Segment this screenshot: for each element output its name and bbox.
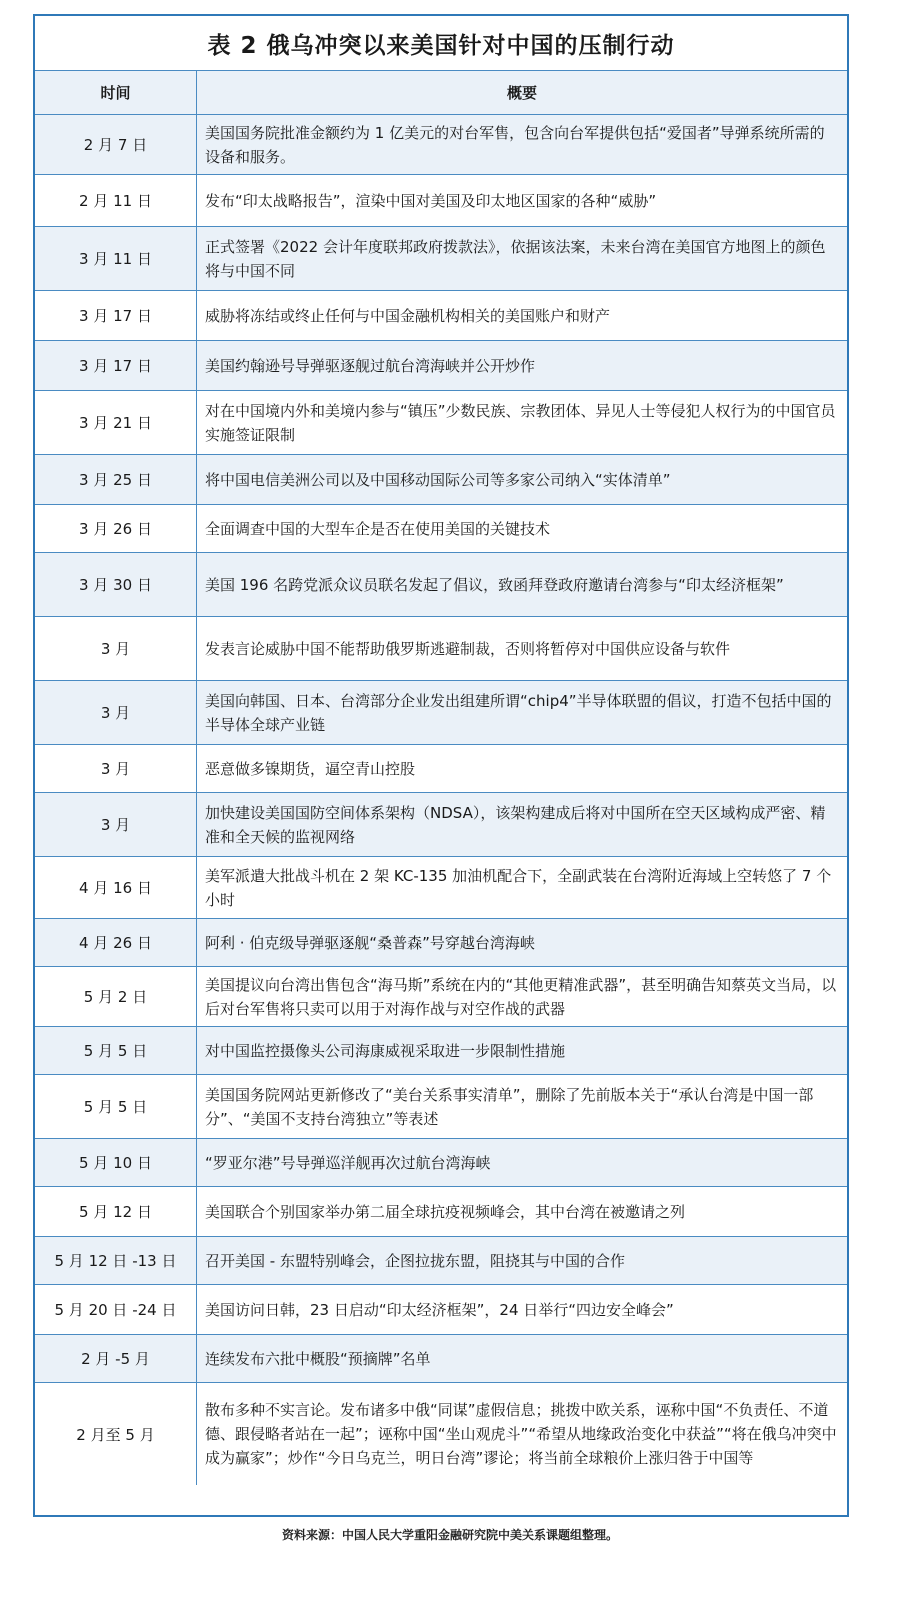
row-date: 3 月 bbox=[35, 617, 197, 680]
table-row bbox=[35, 1187, 847, 1237]
table-row bbox=[35, 1075, 847, 1139]
row-date: 5 月 5 日 bbox=[35, 1027, 197, 1074]
table-row bbox=[35, 745, 847, 793]
table-row bbox=[35, 1383, 847, 1485]
table-row bbox=[35, 1139, 847, 1187]
row-date: 3 月 bbox=[35, 793, 197, 856]
table-frame bbox=[33, 14, 849, 1517]
row-summary: 对在中国境内外和美境内参与“镇压”少数民族、宗教团体、异见人士等侵犯人权行为的中国官员实施签证限制 bbox=[205, 401, 836, 444]
table-row bbox=[35, 553, 847, 617]
table-row bbox=[35, 681, 847, 745]
row-summary: 加快建设美国国防空间体系架构（NDSA），该架构建成后将对中国所在空天区域构成严密、精准和全天候的监视网络 bbox=[205, 803, 826, 846]
row-date: 5 月 20 日 -24 日 bbox=[35, 1285, 197, 1334]
row-date: 2 月 7 日 bbox=[35, 115, 197, 174]
row-date: 3 月 25 日 bbox=[35, 455, 197, 504]
row-date: 3 月 17 日 bbox=[35, 341, 197, 390]
row-summary: 恶意做多镍期货，逼空青山控股 bbox=[205, 759, 416, 778]
row-summary: 美军派遣大批战斗机在 2 架 KC-135 加油机配合下，全副武装在台湾附近海域上空转悠了 7 个小时 bbox=[205, 866, 832, 909]
table-header-row bbox=[35, 71, 847, 115]
row-date: 3 月 bbox=[35, 681, 197, 744]
row-summary: 美国国务院批准金额约为 1 亿美元的对台军售，包含向台军提供包括“爱国者”导弹系统所需的设备和服务。 bbox=[205, 123, 825, 166]
row-date: 2 月 11 日 bbox=[35, 175, 197, 226]
table-row bbox=[35, 455, 847, 505]
row-date: 4 月 16 日 bbox=[35, 857, 197, 918]
row-date: 2 月 -5 月 bbox=[35, 1335, 197, 1382]
row-summary: 美国提议向台湾出售包含“海马斯”系统在内的“其他更精准武器”，甚至明确告知蔡英文当局，以后对台军售将只卖可以用于对海作战与对空作战的武器 bbox=[205, 975, 837, 1018]
table-row bbox=[35, 1237, 847, 1285]
table-row bbox=[35, 919, 847, 967]
source-note: 资料来源：中国人民大学重阳金融研究院中美关系课题组整理。 bbox=[281, 1528, 618, 1542]
table-row bbox=[35, 1027, 847, 1075]
column-header-date: 时间 bbox=[35, 71, 197, 114]
row-summary: 美国约翰逊号导弹驱逐舰过航台湾海峡并公开炒作 bbox=[205, 356, 536, 375]
row-date: 5 月 10 日 bbox=[35, 1139, 197, 1186]
row-date: 3 月 21 日 bbox=[35, 391, 197, 454]
row-date: 3 月 26 日 bbox=[35, 505, 197, 552]
row-date: 5 月 2 日 bbox=[35, 967, 197, 1026]
table-row bbox=[35, 175, 847, 227]
row-summary: 美国 196 名跨党派众议员联名发起了倡议，致函拜登政府邀请台湾参与“印太经济框架” bbox=[205, 575, 784, 594]
table-row bbox=[35, 115, 847, 175]
table-row bbox=[35, 341, 847, 391]
row-date: 3 月 17 日 bbox=[35, 291, 197, 340]
row-summary: 召开美国 - 东盟特别峰会，企图拉拢东盟，阻挠其与中国的合作 bbox=[205, 1251, 625, 1270]
row-date: 4 月 26 日 bbox=[35, 919, 197, 966]
table-row bbox=[35, 1335, 847, 1383]
table-title: 表 2 俄乌冲突以来美国针对中国的压制行动 bbox=[35, 16, 847, 71]
row-date: 3 月 bbox=[35, 745, 197, 792]
row-summary: 对中国监控摄像头公司海康威视采取进一步限制性措施 bbox=[205, 1041, 566, 1060]
row-summary: 散布多种不实言论。发布诸多中俄“同谋”虚假信息；挑拨中欧关系，诬称中国“不负责任、不道德、跟侵略者站在一起”；诬称中国“坐山观虎斗”“希望从地缘政治变化中获益”“将在俄乌冲突中成为赢家”；炒作“今日乌克兰，明日台湾”谬论；将当前全球粮价上涨归咎于中国等 bbox=[205, 1401, 837, 1467]
table-row bbox=[35, 505, 847, 553]
row-summary: 威胁将冻结或终止任何与中国金融机构相关的美国账户和财产 bbox=[205, 306, 611, 325]
table-row bbox=[35, 793, 847, 857]
row-date: 5 月 12 日 -13 日 bbox=[35, 1237, 197, 1284]
table-row bbox=[35, 967, 847, 1027]
row-date: 3 月 11 日 bbox=[35, 227, 197, 290]
row-summary: 发表言论威胁中国不能帮助俄罗斯逃避制裁，否则将暂停对中国供应设备与软件 bbox=[205, 639, 731, 658]
row-summary: 美国访问日韩，23 日启动“印太经济框架”，24 日举行“四边安全峰会” bbox=[205, 1300, 674, 1319]
table-row bbox=[35, 1285, 847, 1335]
row-summary: 正式签署《2022 会计年度联邦政府拨款法》，依据该法案，未来台湾在美国官方地图上的颜色将与中国不同 bbox=[205, 237, 826, 280]
row-summary: 阿利 · 伯克级导弹驱逐舰“桑普森”号穿越台湾海峡 bbox=[205, 933, 535, 952]
row-date: 2 月至 5 月 bbox=[35, 1383, 197, 1485]
row-summary: 全面调查中国的大型车企是否在使用美国的关键技术 bbox=[205, 519, 551, 538]
row-summary: 美国国务院网站更新修改了“美台关系事实清单”，删除了先前版本关于“承认台湾是中国一部分”、“美国不支持台湾独立”等表述 bbox=[205, 1085, 814, 1128]
row-summary: “罗亚尔港”号导弹巡洋舰再次过航台湾海峡 bbox=[205, 1153, 491, 1172]
row-summary: 将中国电信美洲公司以及中国移动国际公司等多家公司纳入“实体清单” bbox=[205, 470, 671, 489]
table-row bbox=[35, 617, 847, 681]
table-row bbox=[35, 857, 847, 919]
row-summary: 美国联合个别国家举办第二届全球抗疫视频峰会，其中台湾在被邀请之列 bbox=[205, 1202, 686, 1221]
table-row bbox=[35, 227, 847, 291]
row-summary: 发布“印太战略报告”，渲染中国对美国及印太地区国家的各种“威胁” bbox=[205, 191, 657, 210]
row-summary: 连续发布六批中概股“预摘牌”名单 bbox=[205, 1349, 431, 1368]
table-row bbox=[35, 391, 847, 455]
row-summary: 美国向韩国、日本、台湾部分企业发出组建所谓“chip4”半导体联盟的倡议，打造不包括中国的半导体全球产业链 bbox=[205, 691, 832, 734]
row-date: 5 月 12 日 bbox=[35, 1187, 197, 1236]
row-date: 5 月 5 日 bbox=[35, 1075, 197, 1138]
table-row bbox=[35, 291, 847, 341]
row-date: 3 月 30 日 bbox=[35, 553, 197, 616]
column-header-summary: 概要 bbox=[506, 83, 537, 102]
